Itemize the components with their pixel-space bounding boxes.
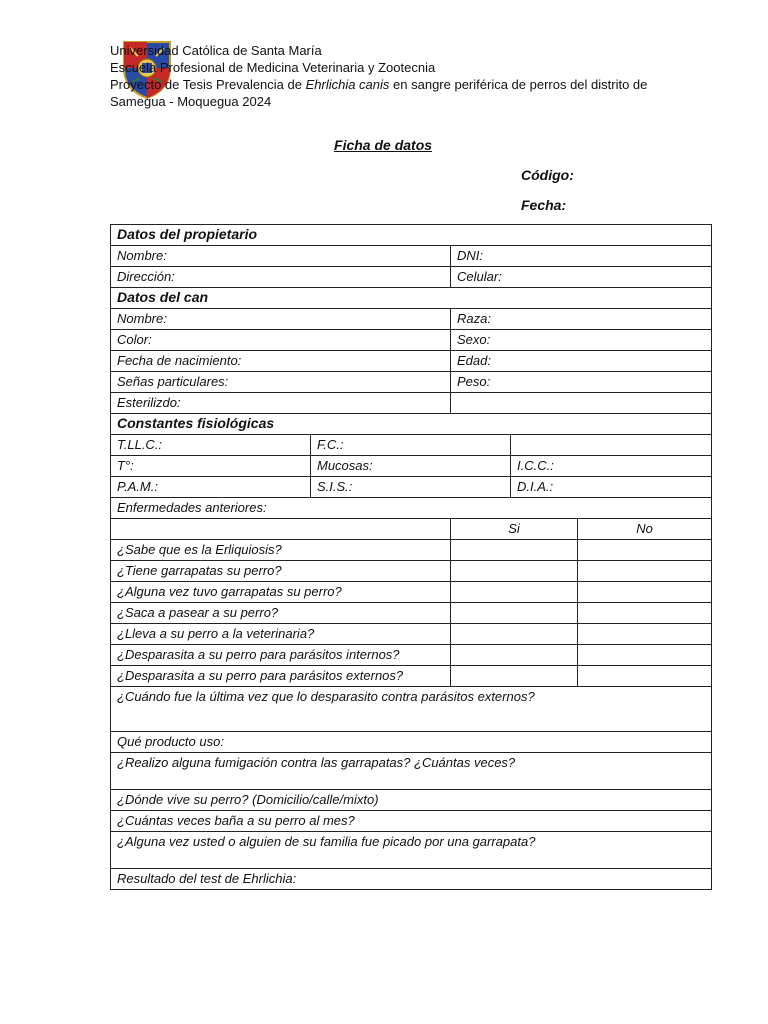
pam-field[interactable]: P.A.M.: <box>111 477 311 498</box>
section-dog <box>111 288 712 309</box>
sis-field[interactable]: S.I.S.: <box>311 477 511 498</box>
dog-residence-field[interactable]: ¿Dónde vive su perro? (Domicilio/calle/mixto) <box>111 790 712 811</box>
section-constants <box>111 414 712 435</box>
yes-cell[interactable] <box>451 645 578 666</box>
table-row <box>111 456 712 477</box>
section-heading: Datos del propietario <box>111 225 712 246</box>
question-label: ¿Desparasita a su perro para parásitos externos? <box>111 666 451 687</box>
table-row <box>111 246 712 267</box>
dog-birthdate-field[interactable]: Fecha de nacimiento: <box>111 351 451 372</box>
dog-breed-field[interactable]: Raza: <box>451 309 712 330</box>
table-row <box>111 351 712 372</box>
empty-cell[interactable] <box>451 393 712 414</box>
table-row <box>111 372 712 393</box>
table-row <box>111 811 712 832</box>
owner-dni-field[interactable]: DNI: <box>451 246 712 267</box>
section-heading: Datos del can <box>111 288 712 309</box>
dog-weight-field[interactable]: Peso: <box>451 372 712 393</box>
yes-cell[interactable] <box>451 603 578 624</box>
question-row <box>111 603 712 624</box>
dog-age-field[interactable]: Edad: <box>451 351 712 372</box>
previous-diseases-field[interactable]: Enfermedades anteriores: <box>111 498 712 519</box>
fumigation-field[interactable]: ¿Realizo alguna fumigación contra las garrapatas? ¿Cuántas veces? <box>111 753 712 790</box>
no-column-header: No <box>578 519 712 540</box>
temperature-field[interactable]: T°: <box>111 456 311 477</box>
table-row <box>111 477 712 498</box>
dia-field[interactable]: D.I.A.: <box>511 477 712 498</box>
question-row <box>111 624 712 645</box>
table-row <box>111 753 712 790</box>
no-cell[interactable] <box>578 561 712 582</box>
yes-no-header-row <box>111 519 712 540</box>
question-label: ¿Desparasita a su perro para parásitos internos? <box>111 645 451 666</box>
yes-column-header: Si <box>451 519 578 540</box>
ehrlichia-result-field[interactable]: Resultado del test de Ehrlichia: <box>111 869 712 890</box>
tllc-field[interactable]: T.LL.C.: <box>111 435 311 456</box>
no-cell[interactable] <box>578 624 712 645</box>
yes-cell[interactable] <box>451 561 578 582</box>
question-label: ¿Alguna vez tuvo garrapatas su perro? <box>111 582 451 603</box>
no-cell[interactable] <box>578 603 712 624</box>
yes-cell[interactable] <box>451 624 578 645</box>
yes-cell[interactable] <box>451 540 578 561</box>
question-row <box>111 561 712 582</box>
no-cell[interactable] <box>578 666 712 687</box>
mucosas-field[interactable]: Mucosas: <box>311 456 511 477</box>
university-name: Universidad Católica de Santa María <box>110 43 322 58</box>
dog-sex-field[interactable]: Sexo: <box>451 330 712 351</box>
last-deworming-field[interactable]: ¿Cuándo fue la última vez que lo desparasito contra parásitos externos? <box>111 687 712 732</box>
table-row <box>111 732 712 753</box>
table-row <box>111 330 712 351</box>
table-row <box>111 832 712 869</box>
table-row <box>111 393 712 414</box>
product-used-field[interactable]: Qué producto uso: <box>111 732 712 753</box>
table-row <box>111 687 712 732</box>
owner-address-field[interactable]: Dirección: <box>111 267 451 288</box>
table-row <box>111 790 712 811</box>
question-label: ¿Tiene garrapatas su perro? <box>111 561 451 582</box>
data-form-table <box>110 224 712 890</box>
yes-cell[interactable] <box>451 582 578 603</box>
question-label: ¿Saca a pasear a su perro? <box>111 603 451 624</box>
document-header <box>110 42 690 110</box>
no-cell[interactable] <box>578 540 712 561</box>
dog-sterilized-field[interactable]: Esterilizdo: <box>111 393 451 414</box>
school-name: Escuela Profesional de Medicina Veterinaria y Zootecnia <box>110 60 436 75</box>
page-title: Ficha de datos <box>334 137 433 153</box>
tick-bite-field[interactable]: ¿Alguna vez usted o alguien de su familia fue picado por una garrapata? <box>111 832 712 869</box>
fc-field[interactable]: F.C.: <box>311 435 511 456</box>
thesis-location: Samegua - Moquegua 2024 <box>110 94 272 109</box>
dog-marks-field[interactable]: Señas particulares: <box>111 372 451 393</box>
question-row <box>111 582 712 603</box>
dog-name-field[interactable]: Nombre: <box>111 309 451 330</box>
table-row <box>111 309 712 330</box>
table-row <box>111 869 712 890</box>
question-label: ¿Lleva a su perro a la veterinaria? <box>111 624 451 645</box>
question-label: ¿Sabe que es la Erliquiosis? <box>111 540 451 561</box>
table-row <box>111 435 712 456</box>
owner-phone-field[interactable]: Celular: <box>451 267 712 288</box>
section-owner <box>111 225 712 246</box>
codigo-label: Código: <box>521 167 574 183</box>
table-row <box>111 267 712 288</box>
dog-color-field[interactable]: Color: <box>111 330 451 351</box>
question-row <box>111 540 712 561</box>
empty-cell[interactable] <box>511 435 712 456</box>
empty-cell <box>111 519 451 540</box>
question-row <box>111 666 712 687</box>
no-cell[interactable] <box>578 582 712 603</box>
fecha-label: Fecha: <box>521 197 567 213</box>
section-heading: Constantes fisiológicas <box>111 414 712 435</box>
no-cell[interactable] <box>578 645 712 666</box>
question-row <box>111 645 712 666</box>
yes-cell[interactable] <box>451 666 578 687</box>
icc-field[interactable]: I.C.C.: <box>511 456 712 477</box>
thesis-title: Proyecto de Tesis Prevalencia de Ehrlichia canis en sangre periférica de perros del distrito de <box>110 77 648 92</box>
table-row <box>111 498 712 519</box>
bath-frequency-field[interactable]: ¿Cuántas veces baña a su perro al mes? <box>111 811 712 832</box>
owner-name-field[interactable]: Nombre: <box>111 246 451 267</box>
